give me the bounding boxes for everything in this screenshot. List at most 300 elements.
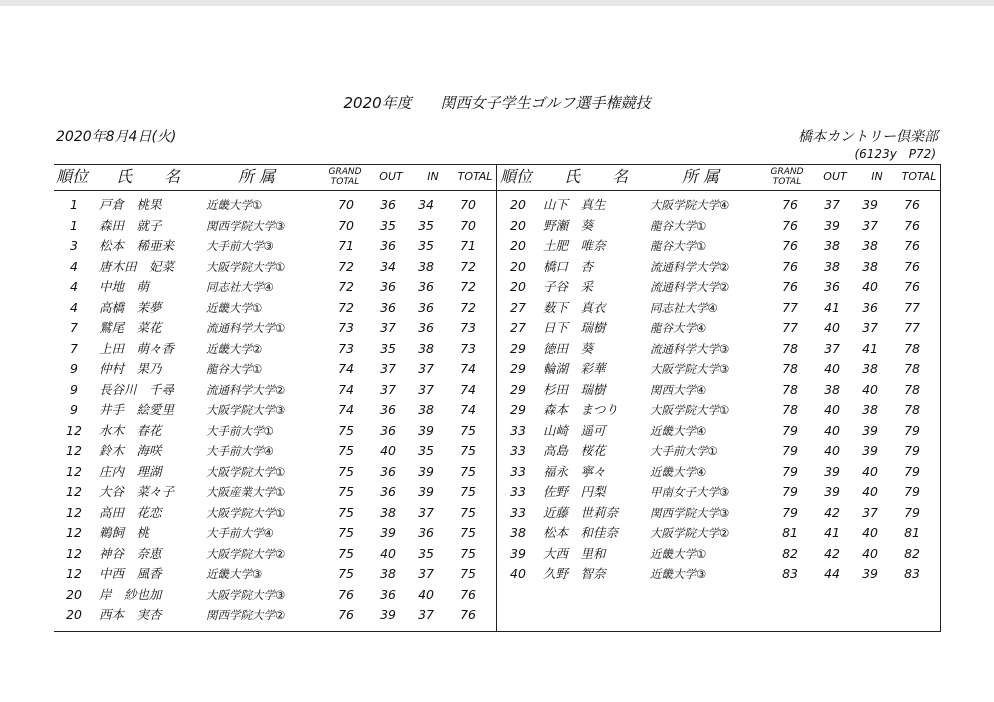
cell-in: 35: [418, 443, 434, 458]
cell-rank: 38: [510, 525, 526, 540]
cell-total: 79: [904, 443, 920, 458]
cell-name: 日下 瑞樹: [543, 320, 606, 335]
cell-affiliation: 龍谷大学①: [206, 362, 263, 376]
cell-rank: 12: [66, 545, 82, 561]
cell-name: 鷲尾 菜花: [99, 320, 162, 335]
column-divider: [496, 164, 497, 631]
cell-rank: 7: [70, 320, 78, 335]
cell-affiliation: 流通科学大学②: [206, 382, 286, 397]
cell-in: 39: [862, 197, 878, 212]
cell-affiliation: 大阪学院大学②: [650, 526, 730, 540]
table-row: [54, 339, 496, 360]
cell-grand-total: 76: [782, 258, 798, 274]
cell-name: 山崎 遥可: [543, 422, 606, 438]
cell-total: 70: [460, 217, 476, 233]
cell-name: 長谷川 千尋: [99, 381, 175, 397]
cell-in: 35: [418, 545, 434, 561]
cell-in: 39: [418, 463, 434, 479]
header-grand-sub: TOTAL: [772, 177, 802, 187]
table-row: [498, 544, 940, 565]
cell-total: 76: [460, 607, 476, 622]
cell-grand-total: 70: [338, 217, 354, 233]
cell-name: 上田 萌々香: [99, 340, 175, 356]
cell-grand-total: 74: [338, 361, 354, 376]
cell-grand-total: 71: [338, 238, 354, 253]
cell-name: 中西 風香: [99, 566, 162, 581]
cell-grand-total: 75: [338, 525, 354, 540]
cell-name: 土肥 唯奈: [543, 238, 606, 253]
cell-name: 神谷 奈恵: [99, 545, 162, 561]
cell-total: 74: [460, 381, 476, 397]
cell-affiliation: 関西学院大学③: [206, 218, 286, 233]
cell-total: 73: [460, 320, 476, 335]
table-row: [54, 359, 496, 380]
cell-name: 大西 里和: [543, 545, 606, 561]
cell-affiliation: 龍谷大学①: [650, 218, 707, 233]
cell-in: 40: [862, 381, 878, 397]
table-row: [498, 195, 940, 216]
cell-name: 大谷 菜々子: [99, 484, 175, 499]
table-row: [54, 277, 496, 298]
cell-grand-total: 76: [782, 238, 798, 253]
cell-out: 39: [824, 463, 840, 479]
cell-rank: 29: [510, 381, 526, 397]
cell-affiliation: 大阪学院大学①: [206, 505, 286, 520]
table-row: [498, 462, 940, 483]
cell-grand-total: 76: [338, 607, 354, 622]
table-row: [54, 421, 496, 442]
cell-in: 35: [418, 238, 434, 253]
header-out: OUT: [379, 170, 403, 183]
cell-in: 40: [862, 545, 878, 561]
cell-out: 37: [380, 381, 396, 397]
cell-total: 74: [460, 402, 476, 417]
header-rank: 順位: [500, 167, 533, 186]
cell-total: 72: [460, 299, 476, 315]
cell-in: 38: [418, 402, 434, 417]
table-row: [54, 400, 496, 421]
table-row: [498, 482, 940, 503]
cell-grand-total: 75: [338, 545, 354, 561]
cell-rank: 27: [510, 320, 526, 335]
cell-rank: 7: [70, 340, 78, 356]
table-row: [54, 216, 496, 237]
cell-rank: 27: [510, 299, 526, 315]
cell-grand-total: 82: [782, 545, 798, 561]
cell-affiliation: 近畿大学④: [650, 423, 707, 438]
cell-rank: 12: [66, 484, 82, 499]
cell-rank: 33: [510, 422, 526, 438]
cell-name: 久野 智奈: [543, 566, 606, 581]
cell-grand-total: 81: [782, 525, 798, 540]
cell-total: 78: [904, 340, 920, 356]
cell-affiliation: 大阪学院大学①: [650, 403, 730, 417]
cell-name: 高田 花恋: [99, 504, 162, 520]
cell-in: 35: [418, 217, 434, 233]
cell-rank: 12: [66, 504, 82, 520]
cell-out: 38: [824, 258, 840, 274]
cell-out: 42: [824, 504, 840, 520]
cell-name: 森田 就子: [99, 217, 162, 233]
cell-rank: 9: [70, 381, 78, 397]
cell-rank: 9: [70, 402, 78, 417]
cell-in: 39: [862, 422, 878, 438]
cell-rank: 12: [66, 443, 82, 458]
cell-rank: 4: [70, 258, 78, 274]
cell-in: 39: [418, 422, 434, 438]
cell-total: 76: [460, 586, 476, 602]
cell-name: 鈴木 海咲: [99, 443, 162, 458]
cell-total: 79: [904, 422, 920, 438]
cell-out: 36: [380, 279, 396, 294]
cell-name: 山下 真生: [543, 197, 606, 212]
cell-total: 81: [904, 525, 920, 540]
cell-grand-total: 77: [782, 299, 798, 315]
cell-out: 40: [824, 443, 840, 458]
cell-in: 38: [862, 361, 878, 376]
cell-total: 73: [460, 340, 476, 356]
cell-total: 76: [904, 197, 920, 212]
cell-grand-total: 70: [338, 197, 354, 212]
cell-rank: 20: [510, 217, 526, 233]
cell-out: 36: [380, 586, 396, 602]
cell-grand-total: 76: [782, 217, 798, 233]
cell-out: 41: [824, 299, 840, 315]
header-affiliation: 所 属: [682, 167, 720, 186]
cell-total: 75: [460, 504, 476, 520]
table-row: [498, 400, 940, 421]
cell-total: 76: [904, 238, 920, 253]
header-in: IN: [871, 170, 883, 183]
cell-out: 38: [824, 238, 840, 253]
cell-affiliation: 流通科学大学②: [650, 280, 730, 294]
cell-out: 37: [380, 320, 396, 335]
cell-grand-total: 79: [782, 422, 798, 438]
table-row: [54, 195, 496, 216]
cell-affiliation: 龍谷大学④: [650, 321, 707, 335]
cell-in: 38: [418, 340, 434, 356]
table-row: [498, 257, 940, 278]
venue-name: 橋本カントリー倶楽部: [798, 129, 938, 145]
cell-affiliation: 流通科学大学③: [650, 341, 730, 356]
cell-name: 鵜飼 桃: [99, 525, 150, 540]
cell-in: 36: [418, 299, 434, 315]
cell-affiliation: 流通科学大学②: [650, 259, 730, 274]
table-row: [54, 318, 496, 339]
table-row: [498, 359, 940, 380]
cell-affiliation: 同志社大学④: [650, 300, 718, 315]
cell-rank: 29: [510, 361, 526, 376]
event-date: 2020年8月4日(火): [56, 129, 177, 145]
cell-grand-total: 75: [338, 484, 354, 499]
cell-rank: 20: [66, 607, 82, 622]
title-year: 2020年度: [343, 94, 412, 112]
cell-rank: 33: [510, 463, 526, 479]
cell-in: 37: [862, 504, 878, 520]
table-row: [54, 236, 496, 257]
cell-out: 34: [380, 258, 396, 274]
table-row: [54, 441, 496, 462]
cell-in: 36: [862, 299, 878, 315]
cell-out: 40: [824, 320, 840, 335]
cell-out: 40: [824, 402, 840, 417]
cell-name: 薮下 真衣: [543, 299, 606, 315]
cell-grand-total: 76: [782, 279, 798, 294]
cell-name: 森本 まつり: [543, 402, 619, 417]
cell-in: 40: [418, 586, 434, 602]
cell-rank: 20: [66, 586, 82, 602]
cell-rank: 4: [70, 279, 78, 294]
cell-out: 38: [380, 504, 396, 520]
cell-grand-total: 72: [338, 299, 354, 315]
cell-out: 35: [380, 217, 396, 233]
table-row: [498, 236, 940, 257]
header-out: OUT: [823, 170, 847, 183]
cell-out: 42: [824, 545, 840, 561]
cell-name: 子谷 采: [543, 279, 594, 294]
cell-total: 75: [460, 443, 476, 458]
cell-grand-total: 78: [782, 361, 798, 376]
course-info: (6123y P72): [854, 147, 936, 161]
cell-out: 36: [380, 463, 396, 479]
cell-out: 37: [824, 197, 840, 212]
cell-rank: 33: [510, 484, 526, 499]
top-strip: [0, 0, 994, 6]
cell-out: 40: [380, 545, 396, 561]
cell-rank: 40: [510, 566, 526, 581]
cell-grand-total: 73: [338, 320, 354, 335]
cell-grand-total: 75: [338, 443, 354, 458]
cell-grand-total: 72: [338, 258, 354, 274]
cell-out: 38: [380, 566, 396, 581]
cell-affiliation: 関西学院大学②: [206, 608, 286, 622]
cell-in: 40: [862, 525, 878, 540]
cell-affiliation: 大阪学院大学③: [206, 587, 286, 602]
cell-name: 戸倉 桃果: [99, 197, 162, 212]
cell-affiliation: 大阪学院大学①: [206, 464, 286, 479]
cell-name: 水木 春花: [99, 422, 162, 438]
cell-affiliation: 大阪学院大学②: [206, 546, 286, 561]
cell-affiliation: 流通科学大学①: [206, 321, 286, 335]
cell-name: 杉田 瑞樹: [543, 381, 606, 397]
table-row: [54, 564, 496, 585]
cell-total: 78: [904, 402, 920, 417]
cell-grand-total: 74: [338, 402, 354, 417]
cell-name: 庄内 理湖: [99, 463, 162, 479]
cell-in: 34: [418, 197, 434, 212]
cell-grand-total: 75: [338, 504, 354, 520]
header-grand: GRAND: [328, 167, 362, 177]
table-row: [54, 482, 496, 503]
cell-total: 77: [904, 320, 920, 335]
cell-out: 40: [380, 443, 396, 458]
cell-total: 76: [904, 258, 920, 274]
cell-out: 37: [380, 361, 396, 376]
cell-grand-total: 78: [782, 381, 798, 397]
cell-total: 79: [904, 463, 920, 479]
cell-affiliation: 同志社大学④: [206, 280, 274, 294]
cell-in: 39: [862, 443, 878, 458]
cell-grand-total: 76: [782, 197, 798, 212]
table-row: [498, 421, 940, 442]
cell-out: 37: [824, 340, 840, 356]
cell-total: 72: [460, 279, 476, 294]
table-row: [498, 564, 940, 585]
cell-grand-total: 78: [782, 340, 798, 356]
header-name: 氏 名: [116, 167, 181, 186]
table-row: [54, 523, 496, 544]
cell-total: 78: [904, 381, 920, 397]
cell-out: 39: [380, 607, 396, 622]
table-row: [498, 216, 940, 237]
cell-rank: 12: [66, 422, 82, 438]
cell-out: 36: [380, 197, 396, 212]
cell-out: 36: [380, 422, 396, 438]
cell-total: 75: [460, 422, 476, 438]
cell-rank: 12: [66, 525, 82, 540]
cell-rank: 1: [70, 217, 78, 233]
header-affiliation: 所 属: [238, 167, 276, 186]
cell-affiliation: 近畿大学③: [650, 567, 707, 581]
cell-affiliation: 大手前大学③: [206, 239, 274, 253]
cell-out: 38: [824, 381, 840, 397]
cell-rank: 9: [70, 361, 78, 376]
cell-grand-total: 83: [782, 566, 798, 581]
header-total: TOTAL: [901, 170, 937, 183]
cell-name: 高島 桜花: [543, 443, 606, 458]
table-row: [498, 523, 940, 544]
cell-name: 岸 紗也加: [99, 586, 162, 602]
cell-affiliation: 近畿大学①: [206, 300, 263, 315]
cell-in: 38: [418, 258, 434, 274]
cell-in: 38: [862, 402, 878, 417]
table-row: [498, 441, 940, 462]
cell-out: 40: [824, 361, 840, 376]
cell-in: 40: [862, 463, 878, 479]
cell-grand-total: 72: [338, 279, 354, 294]
cell-name: 仲村 果乃: [99, 361, 162, 376]
cell-name: 松本 稀亜来: [99, 238, 175, 253]
cell-total: 83: [904, 566, 920, 581]
cell-name: 西本 実杏: [99, 607, 162, 622]
header-total: TOTAL: [457, 170, 493, 183]
cell-total: 79: [904, 504, 920, 520]
cell-in: 39: [418, 484, 434, 499]
cell-affiliation: 近畿大学②: [206, 341, 263, 356]
cell-rank: 20: [510, 258, 526, 274]
cell-affiliation: 大阪学院大学③: [206, 403, 286, 417]
cell-rank: 4: [70, 299, 78, 315]
cell-affiliation: 近畿大学④: [650, 464, 707, 479]
cell-affiliation: 近畿大学①: [650, 546, 707, 561]
cell-out: 41: [824, 525, 840, 540]
cell-in: 37: [418, 607, 434, 622]
cell-out: 35: [380, 340, 396, 356]
header-grand-total: [322, 167, 368, 193]
cell-grand-total: 79: [782, 443, 798, 458]
title-event: 関西女子学生ゴルフ選手権競技: [440, 94, 651, 112]
cell-affiliation: 関西学院大学③: [650, 505, 730, 520]
cell-affiliation: 近畿大学③: [206, 567, 263, 581]
page-title: [0, 92, 994, 113]
cell-in: 37: [418, 361, 434, 376]
header-rank: 順位: [56, 167, 89, 186]
cell-in: 38: [862, 258, 878, 274]
table-row: [54, 605, 496, 626]
cell-affiliation: 龍谷大学①: [650, 239, 707, 253]
cell-grand-total: 79: [782, 484, 798, 499]
header-grand-sub: TOTAL: [330, 177, 360, 187]
table-row: [498, 277, 940, 298]
cell-rank: 3: [70, 238, 78, 253]
cell-name: 中地 萌: [99, 279, 150, 294]
table-row: [498, 318, 940, 339]
cell-in: 36: [418, 320, 434, 335]
cell-in: 41: [862, 340, 878, 356]
cell-in: 37: [418, 381, 434, 397]
cell-rank: 33: [510, 443, 526, 458]
cell-total: 74: [460, 361, 476, 376]
header-name: 氏 名: [564, 167, 629, 186]
cell-total: 78: [904, 361, 920, 376]
cell-name: 高橋 茉夢: [99, 299, 162, 315]
cell-affiliation: 大阪学院大学④: [650, 198, 730, 212]
table-row: [498, 298, 940, 319]
cell-name: 唐木田 妃菜: [99, 258, 175, 274]
table-row: [54, 544, 496, 565]
cell-grand-total: 76: [338, 586, 354, 602]
cell-name: 野瀬 葵: [543, 217, 594, 233]
cell-out: 44: [824, 566, 840, 581]
cell-affiliation: 近畿大学①: [206, 198, 263, 212]
cell-rank: 20: [510, 238, 526, 253]
results-left: [54, 195, 496, 626]
cell-rank: 20: [510, 279, 526, 294]
cell-out: 36: [380, 402, 396, 417]
header-grand: GRAND: [770, 167, 804, 177]
cell-rank: 1: [70, 197, 78, 212]
cell-total: 75: [460, 545, 476, 561]
table-row: [54, 298, 496, 319]
cell-affiliation: 関西大学④: [650, 382, 707, 397]
cell-name: 井手 絵愛里: [99, 402, 175, 417]
cell-in: 38: [862, 238, 878, 253]
cell-grand-total: 74: [338, 381, 354, 397]
table-row: [54, 462, 496, 483]
cell-total: 76: [904, 217, 920, 233]
cell-rank: 29: [510, 402, 526, 417]
cell-rank: 29: [510, 340, 526, 356]
cell-grand-total: 73: [338, 340, 354, 356]
table-row: [54, 585, 496, 606]
table-row: [498, 503, 940, 524]
cell-grand-total: 75: [338, 566, 354, 581]
cell-affiliation: 甲南女子大学③: [650, 485, 730, 499]
cell-total: 71: [460, 238, 476, 253]
cell-in: 36: [418, 525, 434, 540]
table-row: [498, 339, 940, 360]
cell-total: 77: [904, 299, 920, 315]
cell-rank: 33: [510, 504, 526, 520]
results-right: [498, 195, 940, 585]
cell-out: 39: [380, 525, 396, 540]
cell-grand-total: 75: [338, 422, 354, 438]
header-grand-total: [764, 167, 810, 193]
cell-in: 40: [862, 279, 878, 294]
cell-grand-total: 77: [782, 320, 798, 335]
cell-total: 75: [460, 484, 476, 499]
cell-affiliation: 大阪学院大学①: [206, 259, 286, 274]
